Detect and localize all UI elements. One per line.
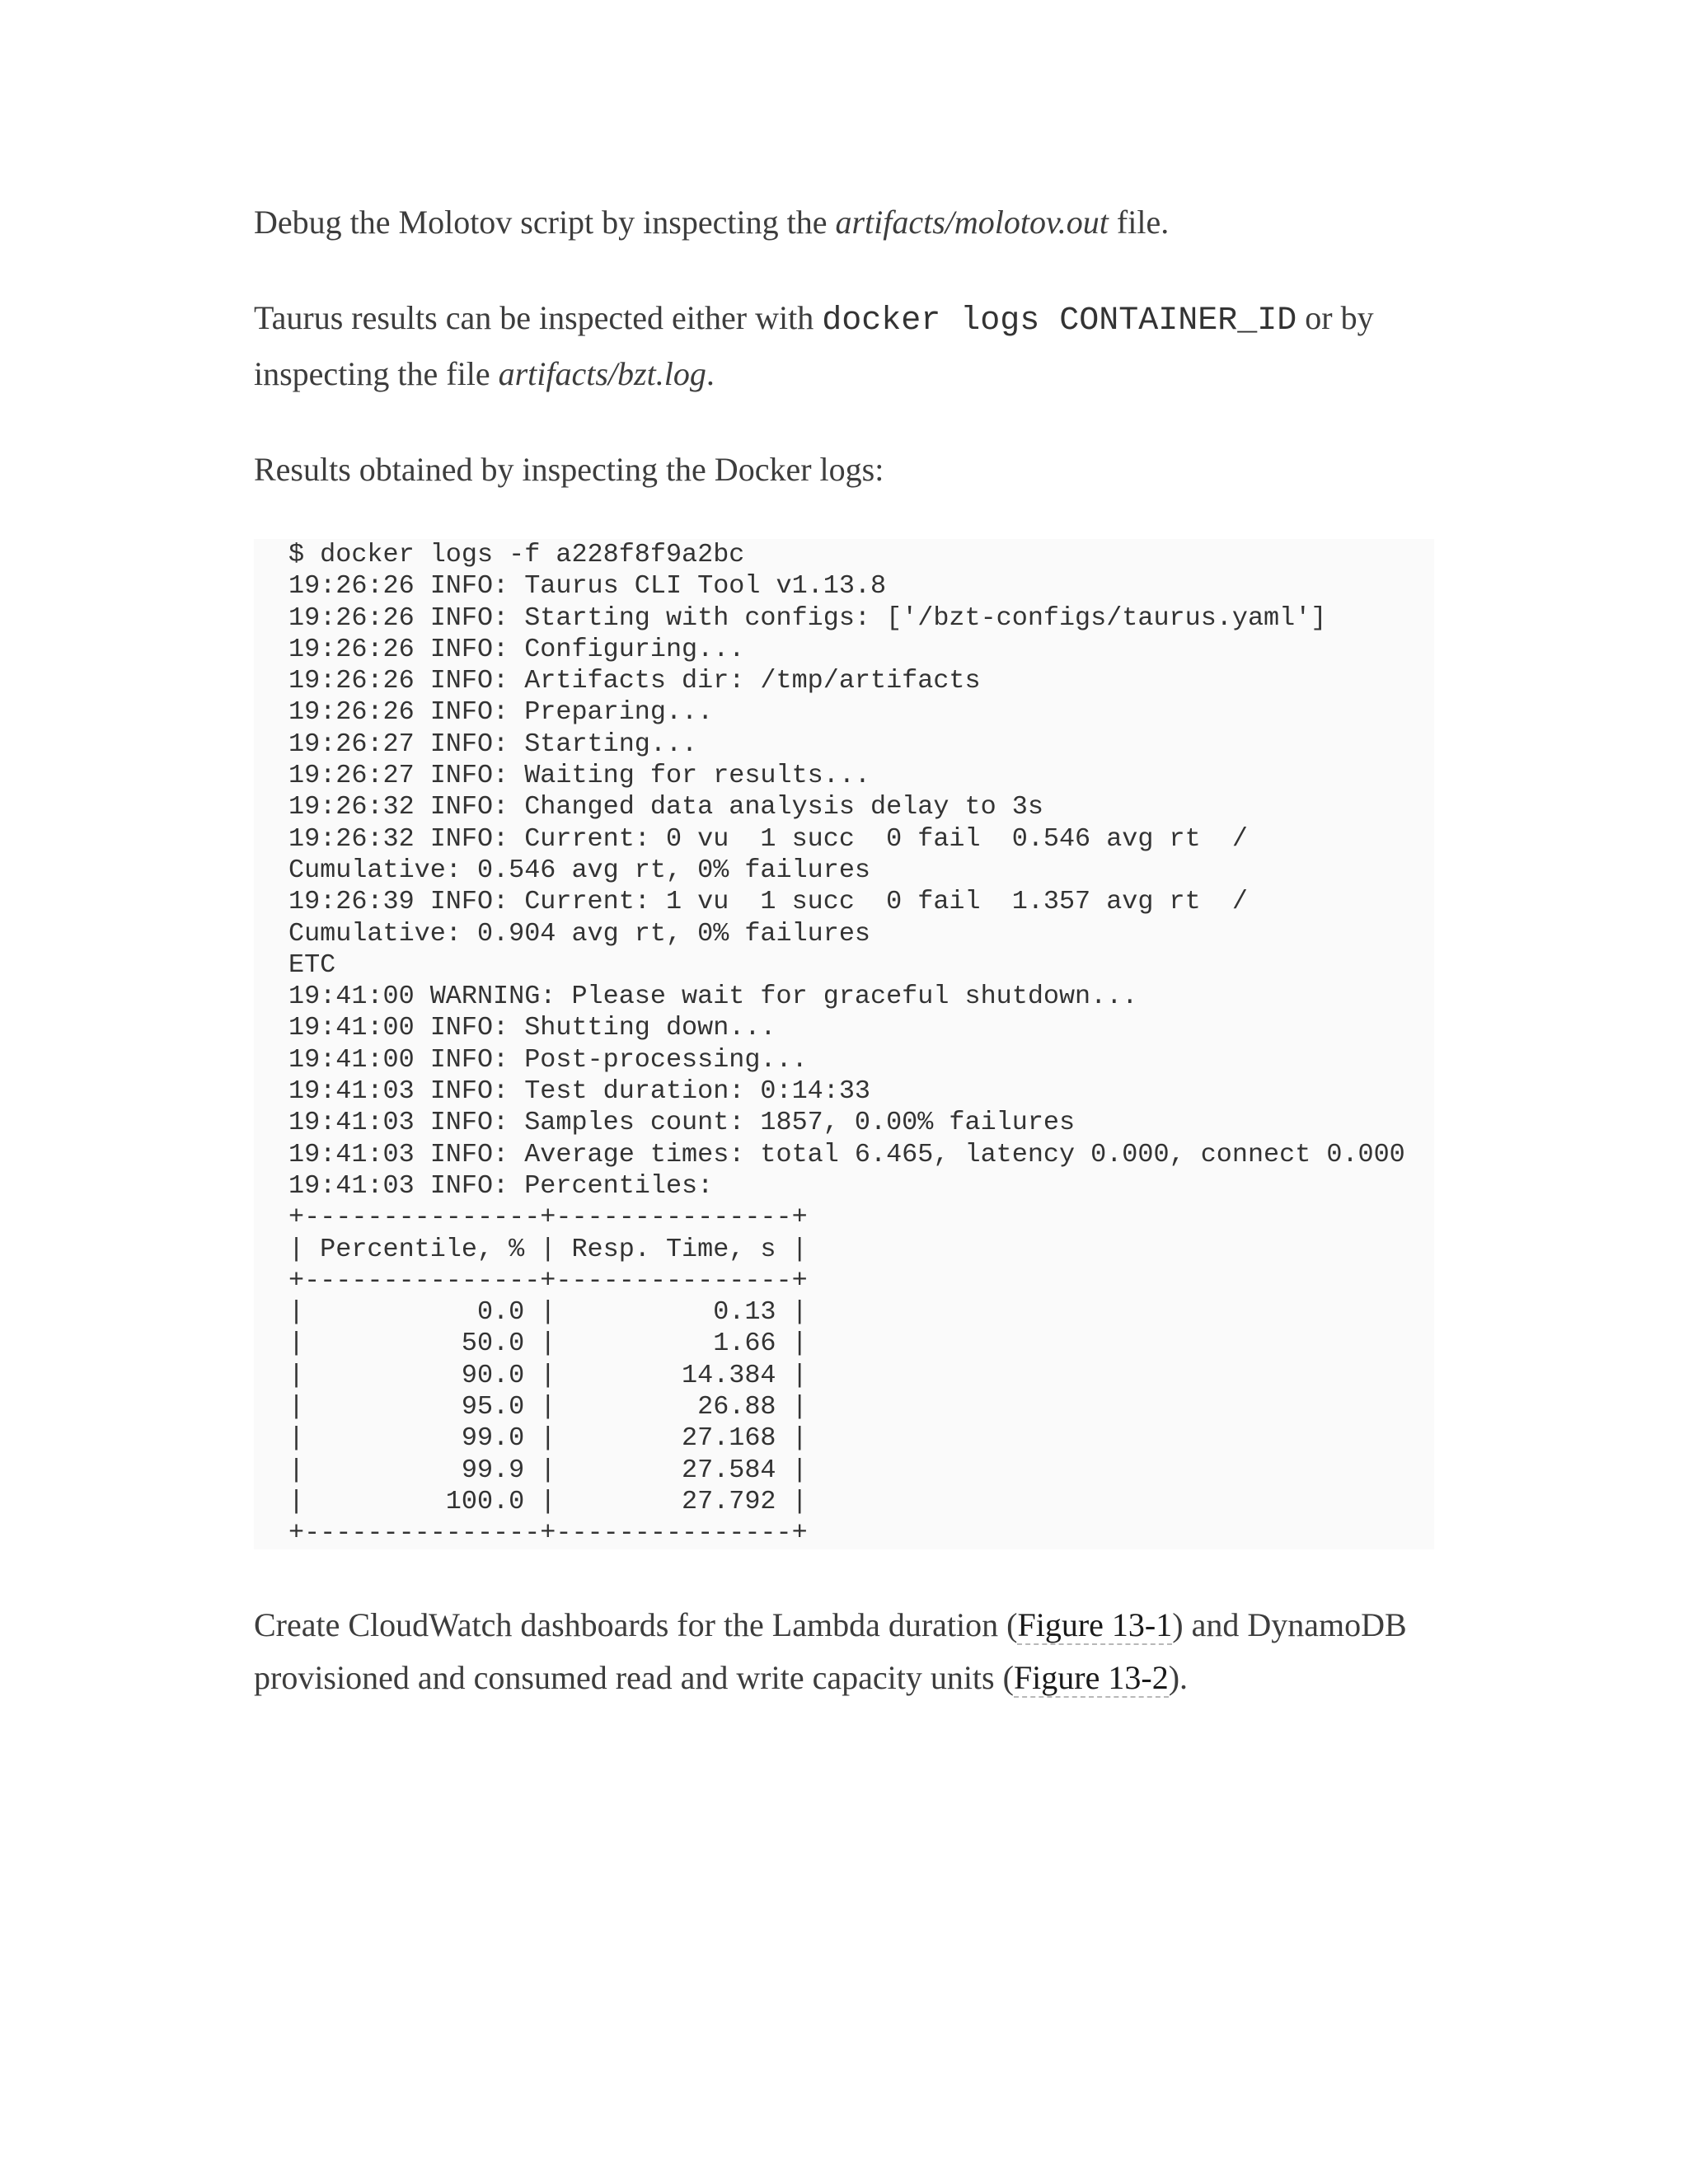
paragraph-cloudwatch-suffix: ). bbox=[1168, 1658, 1189, 1696]
bzt-log-file-name: artifacts/bzt.log bbox=[498, 355, 706, 392]
page-content bbox=[254, 196, 1432, 1747]
paragraph-debug-text: Debug the Molotov script by inspecting the bbox=[254, 204, 836, 241]
paragraph-taurus-text: Taurus results can be inspected either with bbox=[254, 299, 823, 336]
paragraph-taurus-middle: or by inspecting the file bbox=[254, 299, 1374, 392]
molotov-file-name: artifacts/molotov.out bbox=[835, 204, 1109, 241]
paragraph-taurus-results bbox=[254, 292, 1432, 401]
docker-logs-command: docker logs CONTAINER_ID bbox=[822, 302, 1297, 340]
paragraph-cloudwatch-text: Create CloudWatch dashboards for the Lambda duration ( bbox=[254, 1605, 1018, 1643]
figure-13-1-link[interactable]: Figure 13-1 bbox=[1017, 1605, 1173, 1643]
paragraph-debug-molotov bbox=[254, 196, 1432, 249]
paragraph-taurus-suffix: . bbox=[706, 355, 715, 392]
paragraph-debug-suffix: file. bbox=[1108, 204, 1170, 241]
paragraph-docker-logs-intro: Results obtained by inspecting the Docker logs: bbox=[254, 451, 884, 488]
paragraph-cloudwatch-middle: ) and DynamoDB provisioned and consumed read and write capacity units ( bbox=[254, 1605, 1407, 1696]
figure-13-2-link[interactable]: Figure 13-2 bbox=[1013, 1658, 1169, 1696]
docker-logs-output: $ docker logs -f a228f8f9a2bc 19:26:26 INFO: Taurus CLI Tool v1.13.8 19:26:26 INFO: Starting with configs: ['/bzt-configs/taurus.yaml'] 19:26:26 INFO: Configuring... 19:26:26 INFO: Artifacts dir: /tmp/artifacts 19:26:26 INFO: Preparing... 19:26:27 INFO: Starting... 19:26:27 INFO: Waiting for results... 19:26:32 INFO: Changed data analysis delay to 3s 19:26:32 INFO: Current: 0 vu 1 succ 0 fail 0.546 avg rt / Cumulative: 0.546 avg rt, 0% failures 19:26:39 INFO: Current: 1 vu 1 succ 0 fail 1.357 avg rt / Cumulative: 0.904 avg rt, 0% failures ETC 19:41:00 WARNING: Please wait for graceful shutdown... 19:41:00 INFO: Shutting down... 19:41:00 INFO: Post-processing... 19:41:03 INFO: Test duration: 0:14:33 19:41:03 INFO: Samples count: 1857, 0.00% failures 19:41:03 INFO: Average times: total 6.465, latency 0.000, connect 0.000 19:41:03 INFO: Percentiles: +---------------+---------------+ | Percentile, % | Resp. Time, s | +---------------+---------------+ | 0.0 | 0.13 | | 50.0 | 1.66 | | 90.0 | 14.384 | | 95.0 | 26.88 | | 99.0 | 27.168 | | 99.9 | 27.584 | | 100.0 | 27.792 | +---------------+---------------+ bbox=[254, 539, 1434, 1549]
paragraph-cloudwatch-dashboards bbox=[254, 1599, 1432, 1704]
